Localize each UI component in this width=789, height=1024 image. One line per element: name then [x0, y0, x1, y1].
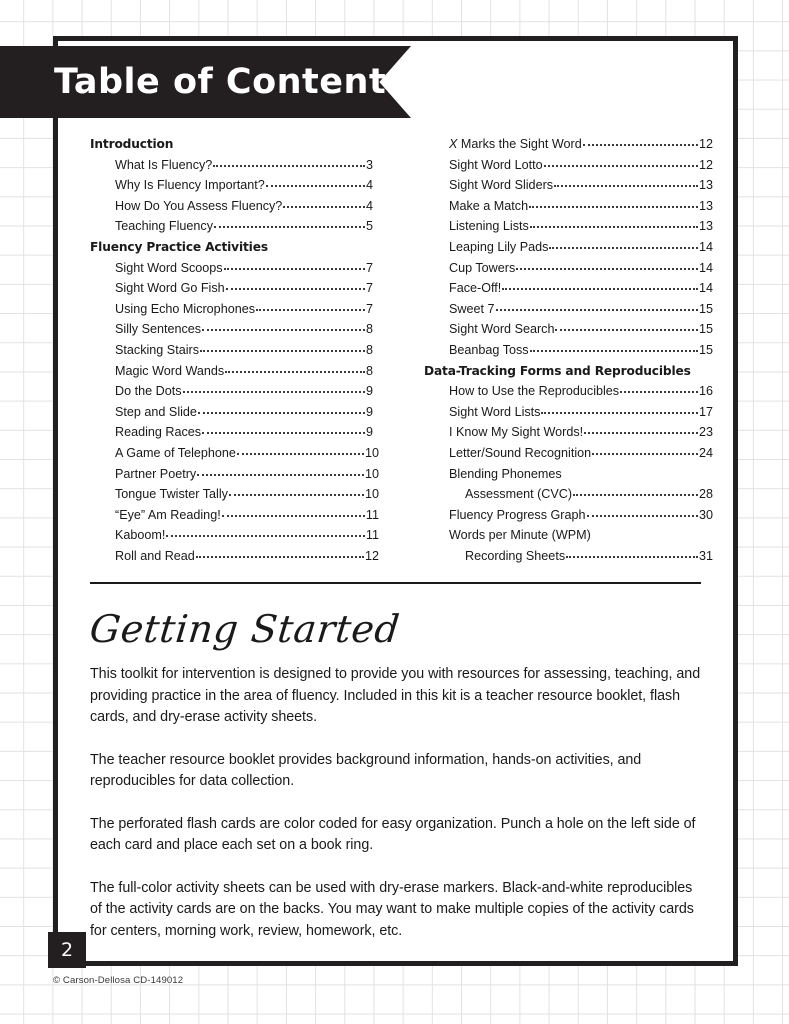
- toc-entry[interactable]: [90, 443, 379, 464]
- toc-entry[interactable]: [424, 340, 713, 361]
- toc-entry-page: 15: [698, 342, 713, 357]
- toc-entry[interactable]: [424, 237, 713, 258]
- toc-entry-label: Stacking Stairs: [115, 342, 199, 357]
- toc-entry-label: Sight Word Sliders: [449, 178, 554, 193]
- toc-entry[interactable]: [90, 484, 379, 505]
- toc-entry-label: Step and Slide: [115, 404, 197, 419]
- toc-entry-label: X Marks the Sight Word: [449, 137, 582, 151]
- toc-entry[interactable]: [424, 278, 713, 299]
- toc-entry-label: Sight Word Lotto: [449, 157, 543, 172]
- toc-entry[interactable]: [424, 505, 713, 526]
- toc-entry[interactable]: [90, 258, 379, 279]
- toc-entry-page: 12: [364, 548, 379, 563]
- toc-entry-page: 8: [366, 322, 374, 337]
- toc-leader-dots: [166, 534, 365, 537]
- toc-leader-dots: [229, 493, 364, 496]
- toc-leader-dots: [214, 225, 365, 228]
- toc-leader-dots: [237, 452, 364, 455]
- toc-entry[interactable]: [424, 258, 713, 279]
- toc-entry-page: 17: [698, 404, 713, 419]
- toc-entry[interactable]: [90, 299, 379, 320]
- toc-entry[interactable]: [90, 319, 379, 340]
- toc-entry-label: Cup Towers: [449, 260, 516, 275]
- toc-leader-dots: [530, 349, 698, 352]
- toc-entry-label: What Is Fluency?: [115, 157, 213, 172]
- toc-entry-page: 14: [698, 239, 713, 254]
- toc-entry[interactable]: [90, 402, 379, 423]
- toc-entry[interactable]: [90, 155, 379, 176]
- toc-leader-dots: [198, 411, 365, 414]
- toc-entry[interactable]: [424, 402, 713, 423]
- toc-entry-label: Letter/Sound Recognition: [449, 445, 592, 460]
- toc-leader-dots: [213, 164, 365, 167]
- toc-leader-dots: [549, 246, 698, 249]
- toc-leader-dots: [592, 536, 699, 537]
- toc-entry-label: Partner Poetry: [115, 466, 197, 481]
- toc-entry-label: How Do You Assess Fluency?: [115, 198, 283, 213]
- toc-entry[interactable]: [424, 381, 713, 402]
- toc-leader-dots: [554, 184, 698, 187]
- toc-entry[interactable]: [424, 525, 713, 546]
- toc-entry-label: Face-Off!: [449, 281, 502, 296]
- toc-entry-page: 13: [698, 219, 713, 234]
- toc-column-right: [424, 134, 713, 566]
- toc-entry-label: “Eye” Am Reading!: [115, 507, 221, 522]
- page-content: [53, 36, 738, 966]
- toc-entry-label: I Know My Sight Words!: [449, 425, 584, 440]
- toc-entry-page: 24: [698, 445, 713, 460]
- toc-leader-dots: [496, 308, 698, 311]
- toc-entry-page: 7: [366, 281, 374, 296]
- page-number-tab: 2: [48, 932, 86, 968]
- toc-entry-label: Roll and Read: [115, 548, 195, 563]
- toc-leader-dots: [197, 473, 364, 476]
- toc-entry[interactable]: [424, 443, 713, 464]
- toc-entry-label: Silly Sentences: [115, 322, 202, 337]
- toc-entry-page: 8: [366, 363, 374, 378]
- table-of-contents: [53, 134, 738, 566]
- toc-leader-dots: [200, 349, 365, 352]
- toc-entry-page: 16: [698, 384, 713, 399]
- toc-entry-page: 13: [698, 178, 713, 193]
- toc-entry-label: Reading Races: [115, 425, 202, 440]
- toc-entry-page: 7: [366, 260, 374, 275]
- toc-entry[interactable]: [90, 505, 379, 526]
- toc-entry-label: Blending Phonemes: [449, 466, 562, 481]
- getting-started-body: [90, 664, 701, 942]
- toc-entry-page: 10: [364, 445, 379, 460]
- toc-entry[interactable]: [424, 134, 713, 155]
- toc-entry-page: 11: [365, 528, 379, 543]
- toc-entry-page: 28: [698, 487, 713, 502]
- section-divider: [90, 582, 701, 584]
- toc-entry-page: 11: [365, 507, 379, 522]
- toc-leader-dots: [222, 514, 365, 517]
- toc-leader-dots: [196, 555, 364, 558]
- toc-entry[interactable]: [90, 175, 379, 196]
- toc-entry-label: Magic Word Wands: [115, 363, 225, 378]
- toc-entry-page: 7: [366, 301, 374, 316]
- toc-entry-label: Make a Match: [449, 198, 529, 213]
- copyright-line: © Carson-Dellosa CD-149012: [53, 975, 184, 986]
- toc-leader-dots: [516, 267, 698, 270]
- toc-entry-page: 30: [698, 507, 713, 522]
- toc-entry-label: Sight Word Search: [449, 322, 555, 337]
- toc-leader-dots: [202, 328, 365, 331]
- toc-entry[interactable]: [424, 422, 713, 443]
- toc-leader-dots: [502, 287, 698, 290]
- toc-column-left: [90, 134, 379, 566]
- toc-entry[interactable]: [90, 546, 379, 567]
- toc-entry-page: 8: [366, 342, 374, 357]
- toc-entry[interactable]: [90, 278, 379, 299]
- toc-entry-page: 5: [366, 219, 374, 234]
- body-paragraph: The full-color activity sheets can be used with dry-erase markers. Black-and-white reproducibles of the activity cards are on the backs. You may want to make multiple copies of the activity cards for centers, morning work, review, homework, etc.: [90, 879, 694, 939]
- toc-entry-page: 4: [366, 198, 374, 213]
- toc-leader-dots: [530, 225, 698, 228]
- toc-entry-page: 12: [698, 137, 713, 151]
- toc-entry-page: 4: [366, 178, 374, 193]
- toc-entry-label: Beanbag Toss: [449, 342, 529, 357]
- toc-entry-label: Kaboom!: [115, 528, 166, 543]
- toc-entry[interactable]: [90, 525, 379, 546]
- toc-entry-label: Tongue Twister Tally: [115, 487, 228, 502]
- toc-entry-page: 13: [698, 198, 713, 213]
- toc-section-heading: Data-Tracking Forms and Reproducibles: [424, 363, 691, 378]
- toc-leader-dots: [541, 411, 698, 414]
- toc-entry-label: Why Is Fluency Important?: [115, 178, 265, 193]
- toc-leader-dots: [224, 267, 365, 270]
- toc-entry-page: 12: [698, 157, 713, 172]
- toc-entry-page: 14: [698, 281, 713, 296]
- toc-leader-dots: [584, 431, 698, 434]
- toc-section-heading: Introduction: [90, 137, 174, 151]
- toc-entry[interactable]: [90, 422, 379, 443]
- toc-entry-label: Using Echo Microphones: [115, 301, 256, 316]
- toc-entry-page: 15: [698, 301, 713, 316]
- toc-entry[interactable]: [90, 381, 379, 402]
- toc-leader-dots: [566, 555, 698, 558]
- toc-entry-page: 9: [366, 425, 374, 440]
- toc-leader-dots: [266, 184, 365, 187]
- toc-entry[interactable]: [424, 155, 713, 176]
- toc-entry-page: 31: [698, 548, 713, 563]
- body-paragraph: The perforated flash cards are color coded for easy organization. Punch a hole on the left side of each card and place each set on a book ring.: [90, 815, 696, 853]
- toc-leader-dots: [583, 143, 698, 146]
- toc-entry[interactable]: [424, 299, 713, 320]
- toc-entry[interactable]: [90, 361, 379, 382]
- toc-entry[interactable]: [90, 196, 379, 217]
- toc-entry-page: 15: [698, 322, 713, 337]
- page-title: Table of Contents: [54, 62, 408, 102]
- toc-entry[interactable]: [424, 464, 713, 485]
- toc-leader-dots: [226, 287, 365, 290]
- toc-leader-dots: [283, 205, 365, 208]
- toc-leader-dots: [529, 205, 698, 208]
- toc-entry-label: A Game of Telephone: [115, 445, 236, 460]
- toc-entry[interactable]: [424, 546, 713, 567]
- toc-entry-page: 3: [366, 157, 374, 172]
- toc-entry-label: Teaching Fluency: [115, 219, 214, 234]
- body-paragraph: The teacher resource booklet provides background information, hands-on activities, and reproducibles for data collection.: [90, 751, 642, 789]
- toc-entry-label: Sight Word Lists: [449, 404, 541, 419]
- toc-entry-label: Fluency Progress Graph: [449, 507, 586, 522]
- toc-entry[interactable]: [424, 196, 713, 217]
- toc-leader-dots: [573, 493, 698, 496]
- toc-entry-page: 14: [698, 260, 713, 275]
- toc-entry-page: 9: [366, 404, 374, 419]
- toc-entry[interactable]: [90, 464, 379, 485]
- toc-entry-label: Listening Lists: [449, 219, 529, 234]
- toc-entry[interactable]: [90, 216, 379, 237]
- toc-entry-label: Sight Word Scoops: [115, 260, 223, 275]
- toc-leader-dots: [563, 475, 699, 476]
- toc-entry-label: Leaping Lily Pads: [449, 239, 549, 254]
- toc-entry-label: Assessment (CVC): [465, 487, 573, 502]
- toc-entry-page: 10: [364, 466, 379, 481]
- toc-leader-dots: [592, 452, 698, 455]
- toc-entry-label: Recording Sheets: [465, 548, 566, 563]
- toc-leader-dots: [225, 370, 365, 373]
- body-paragraph: This toolkit for intervention is designed to provide you with resources for assessing, teaching, and providing practice in the area of fluency. Included in this kit is a teacher resource booklet, flash cards, and dry-erase activity sheets.: [90, 666, 701, 725]
- toc-entry[interactable]: [424, 484, 713, 505]
- toc-leader-dots: [256, 308, 365, 311]
- toc-entry-label: Words per Minute (WPM): [449, 528, 591, 543]
- toc-section-heading: Fluency Practice Activities: [90, 239, 268, 254]
- toc-entry-page: 9: [366, 384, 374, 399]
- toc-entry-page: 10: [364, 487, 379, 502]
- toc-entry-page: 23: [698, 425, 713, 440]
- toc-leader-dots: [544, 164, 698, 167]
- toc-entry[interactable]: [90, 340, 379, 361]
- toc-entry-label: Sweet 7: [449, 301, 495, 316]
- toc-entry[interactable]: [424, 216, 713, 237]
- toc-entry-label: Do the Dots: [115, 384, 182, 399]
- toc-entry-label: Sight Word Go Fish: [115, 281, 225, 296]
- toc-leader-dots: [183, 390, 366, 393]
- toc-leader-dots: [555, 328, 698, 331]
- toc-leader-dots: [587, 514, 698, 517]
- toc-entry-label: How to Use the Reproducibles: [449, 384, 620, 399]
- toc-leader-dots: [202, 431, 365, 434]
- toc-entry[interactable]: [424, 175, 713, 196]
- getting-started-heading: Getting Started: [87, 607, 402, 651]
- toc-entry[interactable]: [424, 319, 713, 340]
- toc-leader-dots: [620, 390, 698, 393]
